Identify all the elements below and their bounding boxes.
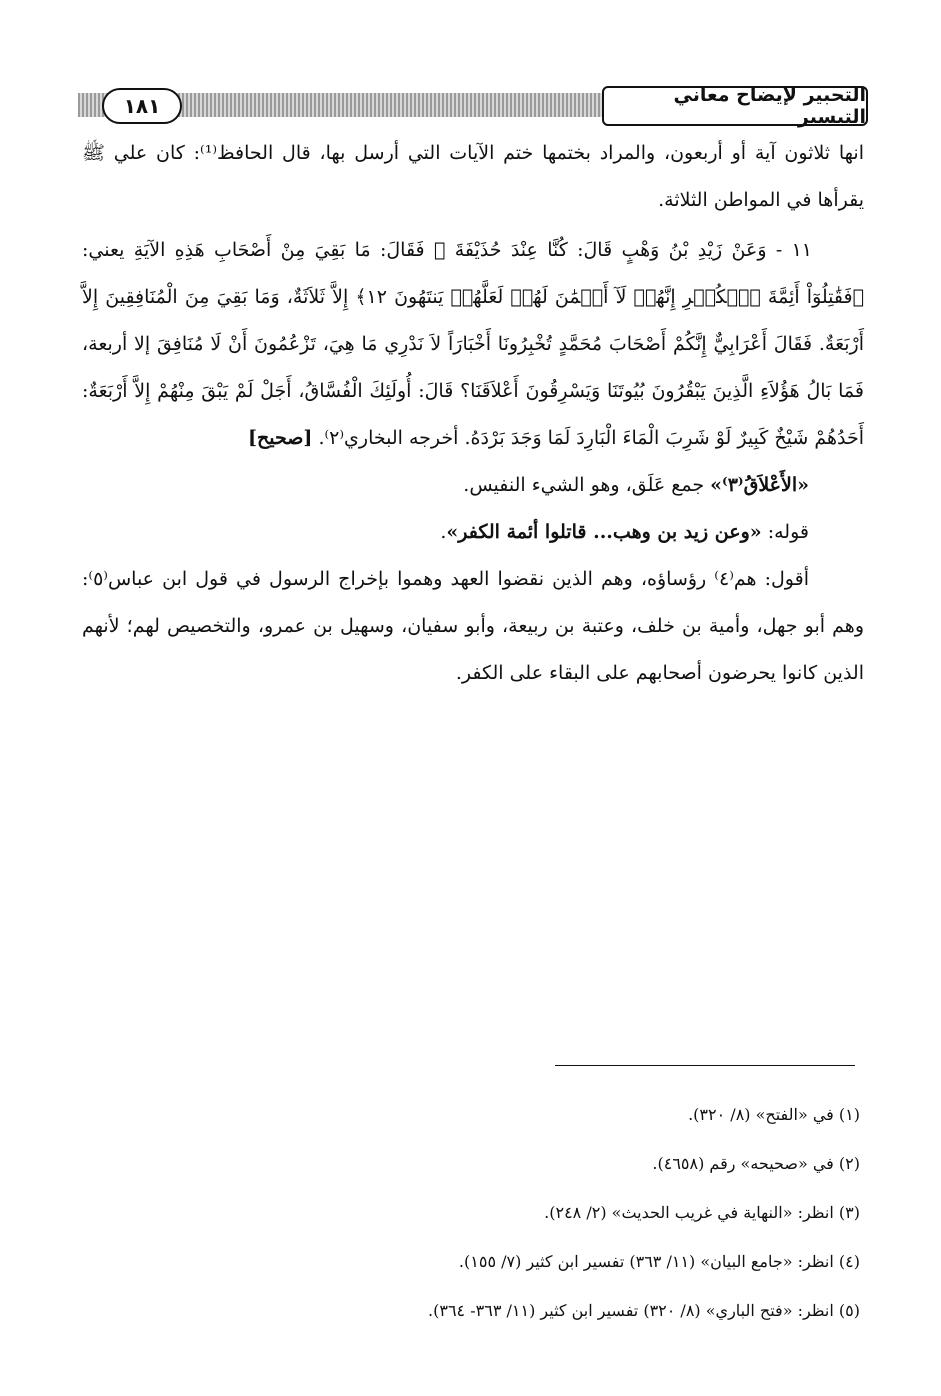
commentary-paragraph: أقول: هم⁽٤⁾ رؤساؤه، وهم الذين نقضوا العهد وهموا بإخراج الرسول في قول ابن عباس⁽٥⁾: وهم أبو جهل، وأمية بن خلف، وعتبة بن ربيعة، وأبو سفيان، وسهيل بن عمرو، والتخصيص لهم؛ لأنهم الذين كانوا يحرضون أصحابهم على البقاء على الكفر. bbox=[82, 568, 864, 684]
explained-term: «الأَعْلاَقُ⁽٣⁾» bbox=[710, 474, 809, 496]
footnote-3: (٣) انظر: «النهاية في غريب الحديث» (٢/ ٢٤٨). bbox=[544, 1203, 860, 1222]
commentary-quote: «وعن زيد بن وهب... قاتلوا أئمة الكفر» bbox=[446, 521, 762, 543]
book-title: التحبير لإيضاح معاني التيسير bbox=[602, 86, 868, 126]
footnotes bbox=[100, 1090, 860, 1335]
footnote-1: (١) في «الفتح» (٨/ ٣٢٠). bbox=[688, 1105, 860, 1124]
footnote-2: (٢) في «صحيحه» رقم (٤٦٥٨). bbox=[652, 1154, 860, 1173]
commentary-end: . bbox=[440, 521, 447, 543]
paragraph-intro: انها ثلاثون آية أو أربعون، والمراد بختمها ختم الآيات التي أرسل بها، قال الحافظ⁽¹⁾: كان علي ﷺ يقرأها في المواطن الثلاثة. bbox=[82, 142, 864, 211]
hadith-paragraph bbox=[82, 227, 864, 462]
footnote-4: (٤) انظر: «جامع البيان» (١١/ ٣٦٣) تفسير ابن كثير (٧/ ١٥٥). bbox=[458, 1252, 860, 1271]
hadith-text: ١١ - وَعَنْ زَيْدِ بْنُ وَهْبٍ قَالَ: كُنَّا عِنْدَ حُذَيْفَةَ ﷺ فَقَالَ: مَا بَقِيَ مِنْ أَصْحَابِ هَذِهِ الآيَةِ يعني: ﴿فَقَٰتِلُوٓاْ أَئِمَّةَ ٱلۡكُفۡرِ إِنَّهُمۡ لَآ أَيۡمَٰنَ لَهُمۡ لَعَلَّهُمۡ يَنتَهُونَ ١٢﴾ إِلاَّ ثَلاَثَةٌ، وَمَا بَقِيَ مِنَ الْمُنَافِقِينَ إِلاَّ أَرْبَعَةٌ. فَقَالَ أَعْرَابِيٌّ إِنَّكُمْ أَصْحَابَ مُحَمَّدٍ تُخْبِرُونَا أَخْبَارَاً لاَ نَدْرِي مَا هِيَ، تَزْعُمُونَ أَنْ لَا مُنَافِقَ إلا أربعة، فَمَا بَالُ هَؤُلاَءِ الَّذِينَ يَبْقُرُونَ بُيُوتَنَا وَيَسْرِقُونَ أَعْلاَقَنَا؟ قَالَ: أُولَئِكَ الْفُسَّاقُ، أَجَلْ لَمْ يَبْقَ مِنْهُمْ إِلاَّ أَرْبَعَةٌ: أَحَدُهُمْ شَيْخٌ كَبِيرٌ لَوْ شَرِبَ الْمَاءَ الْبَارِدَ لَمَا وَجَدَ بَرْدَهُ. أخرجه البخاري⁽٢⁾. bbox=[82, 239, 864, 449]
commentary-lead: قوله: bbox=[761, 521, 809, 543]
running-header bbox=[78, 84, 868, 128]
footnote-5: (٥) انظر: «فتح الباري» (٨/ ٣٢٠) تفسير ابن كثير (١١/ ٣٦٣- ٣٦٤). bbox=[428, 1301, 860, 1320]
word-explanation bbox=[82, 462, 864, 509]
commentary-heading bbox=[82, 509, 864, 556]
hadith-grade: [صحيح] bbox=[248, 427, 313, 449]
page-number: ١٨١ bbox=[102, 88, 182, 124]
main-text bbox=[82, 130, 864, 697]
footnote-separator bbox=[555, 1065, 855, 1066]
term-definition: جمع عَلَق، وهو الشيء النفيس. bbox=[463, 474, 711, 496]
